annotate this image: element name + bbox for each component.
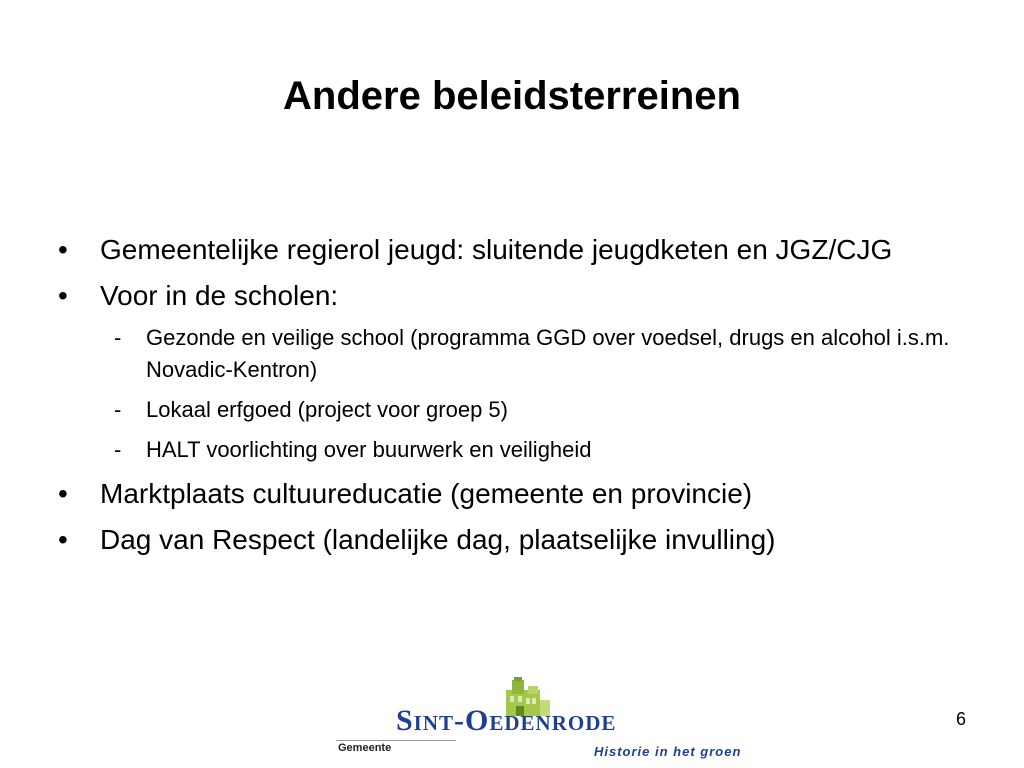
bullet-text: Marktplaats cultuureducatie (gemeente en provincie) <box>100 478 753 509</box>
dash-marker: - <box>114 437 122 462</box>
bullet-marker: • <box>58 234 68 265</box>
dash-marker: - <box>114 397 122 422</box>
bullet-text: Voor in de scholen: <box>100 280 339 311</box>
bullet-item <box>58 230 958 270</box>
bullet-marker: • <box>58 478 68 509</box>
sub-item-text: HALT voorlichting over buurwerk en veiligheid <box>146 437 592 462</box>
logo-label: Gemeente <box>338 742 392 754</box>
logo-divider <box>336 740 456 741</box>
slide-body <box>58 230 958 566</box>
logo-tagline: Historie in het groen <box>594 744 742 759</box>
sub-item <box>58 434 958 466</box>
bullet-item <box>58 276 958 316</box>
slide-title: Andere beleidsterreinen <box>283 74 741 118</box>
municipality-logo <box>336 676 776 766</box>
dash-marker: - <box>114 325 122 350</box>
bullet-text: Gemeentelijke regierol jeugd: sluitende jeugdketen en JGZ/CJG <box>100 234 893 265</box>
bullet-item <box>58 520 958 560</box>
sub-item <box>58 394 958 426</box>
sub-item-text: Lokaal erfgoed (project voor groep 5) <box>146 397 508 422</box>
sub-item-text: Gezonde en veilige school (programma GGD over voedsel, drugs en alcohol i.s.m. Novadic-Kentron) <box>146 325 950 382</box>
page-number: 6 <box>955 709 966 729</box>
bullet-text: Dag van Respect (landelijke dag, plaatselijke invulling) <box>100 524 776 555</box>
sub-item <box>58 322 958 386</box>
bullet-marker: • <box>58 524 68 555</box>
bullet-marker: • <box>58 280 68 311</box>
logo-name: Sint-Oedenrode <box>396 704 617 737</box>
bullet-item <box>58 474 958 514</box>
